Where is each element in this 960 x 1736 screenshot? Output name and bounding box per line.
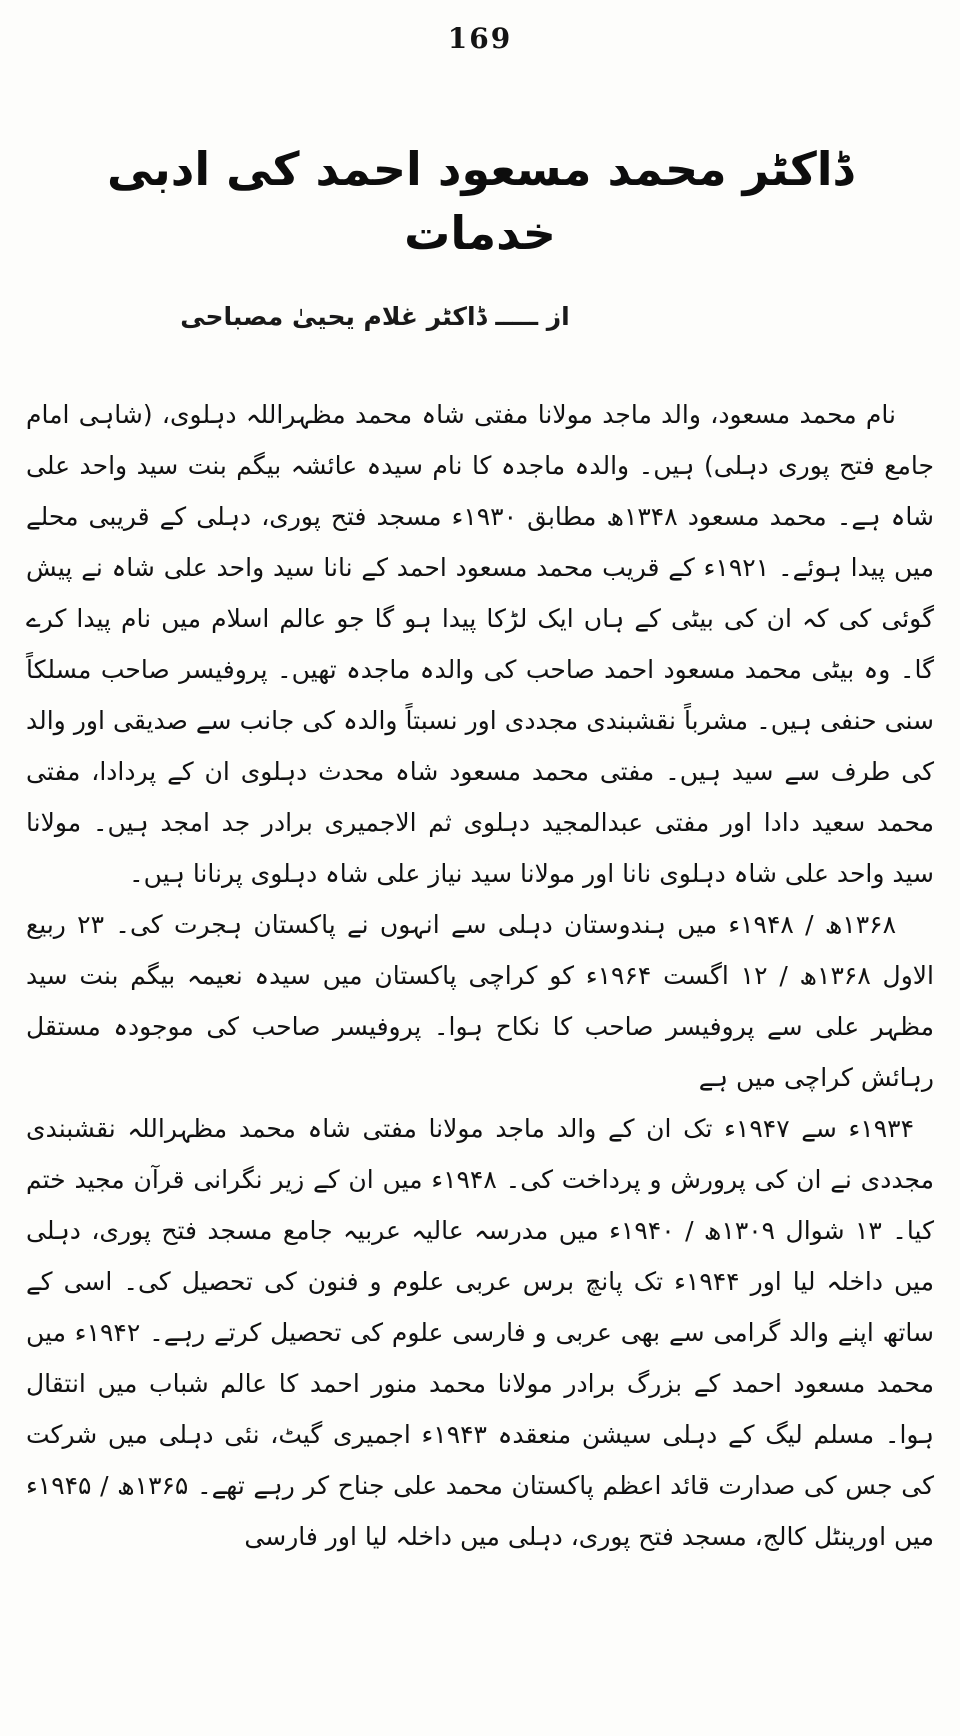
page-title: ڈاکٹر محمد مسعود احمد کی ادبی خدمات: [106, 142, 854, 261]
paragraph: نام محمد مسعود، والد ماجد مولانا مفتی شاہ محمد مظہراللہ دہلوی، (شاہی امام جامع فتح پوری دہلی) ہیں۔ والدہ ماجدہ کا نام سیدہ عائشہ بیگم بنت سید واحد علی شاہ ہے۔ محمد مسعود ۱۳۴۸ھ مطابق ۱۹۳۰ء مسجد فتح پوری، دہلی کے قریبی محلے میں پیدا ہوئے۔ ۱۹۲۱ء کے قریب محمد مسعود احمد کے نانا سید واحد علی شاہ نے پیش گوئی کی کہ ان کی بیٹی کے ہاں ایک لڑکا پیدا ہو گا جو عالم اسلام میں نام پیدا کرے گا۔ وہ بیٹی محمد مسعود احمد صاحب کی والدہ ماجدہ تھیں۔ پروفیسر صاحب مسلکاً سنی حنفی ہیں۔ مشرباً نقشبندی مجددی اور نسبتاً والدہ کی جانب سے صدیقی اور والد کی طرف سے سید ہیں۔ مفتی محمد مسعود شاہ محدث دہلوی ان کے پردادا، مفتی محمد سعید دادا اور مفتی عبدالمجید دہلوی ثم الاجمیری برادر جد امجد ہیں۔ مولانا سید واحد علی شاہ دہلوی نانا اور مولانا سید نیاز علی شاہ دہلوی پرنانا ہیں۔: [26, 399, 934, 888]
byline: از ـــــ ڈاکٹر غلام یحییٰ مصباحی: [180, 301, 570, 331]
article-body: [26, 389, 934, 1562]
page-number: 169: [447, 22, 513, 55]
title-block: [26, 137, 934, 266]
paragraph: ۱۹۳۴ء سے ۱۹۴۷ء تک ان کے والد ماجد مولانا مفتی شاہ محمد مظہراللہ نقشبندی مجددی نے ان کی پرورش و پرداخت کی۔ ۱۹۴۸ء میں ان کے زیر نگرانی قرآن مجید ختم کیا۔ ۱۳ شوال ۱۳۰۹ھ / ۱۹۴۰ء میں مدرسہ عالیہ عربیہ جامع مسجد فتح پوری، دہلی میں داخلہ لیا اور ۱۹۴۴ء تک پانچ برس عربی علوم و فنون کی تحصیل کی۔ اسی کے ساتھ اپنے والد گرامی سے بھی عربی و فارسی علوم کی تحصیل کرتے رہے۔ ۱۹۴۲ء میں محمد مسعود احمد کے بزرگ برادر مولانا محمد منور احمد کا عالم شباب میں انتقال ہوا۔ مسلم لیگ کے دہلی سیشن منعقدہ ۱۹۴۳ء اجمیری گیٹ، نئی دہلی میں شرکت کی جس کی صدارت قائد اعظم پاکستان محمد علی جناح کر رہے تھے۔ ۱۳۶۵ھ / ۱۹۴۵ء میں اورینٹل کالج، مسجد فتح پوری، دہلی میں داخلہ لیا اور فارسی: [26, 1113, 934, 1551]
paragraph: ۱۳۶۸ھ / ۱۹۴۸ء میں ہندوستان دہلی سے انہوں نے پاکستان ہجرت کی۔ ۲۳ ربیع الاول ۱۳۶۸ھ / ۱۲ اگست ۱۹۶۴ء کو کراچی پاکستان میں سیدہ نعیمہ بیگم بنت سید مظہر علی سے پروفیسر صاحب کا نکاح ہوا۔ پروفیسر صاحب کی موجودہ مستقل رہائش کراچی میں ہے: [26, 909, 935, 1092]
